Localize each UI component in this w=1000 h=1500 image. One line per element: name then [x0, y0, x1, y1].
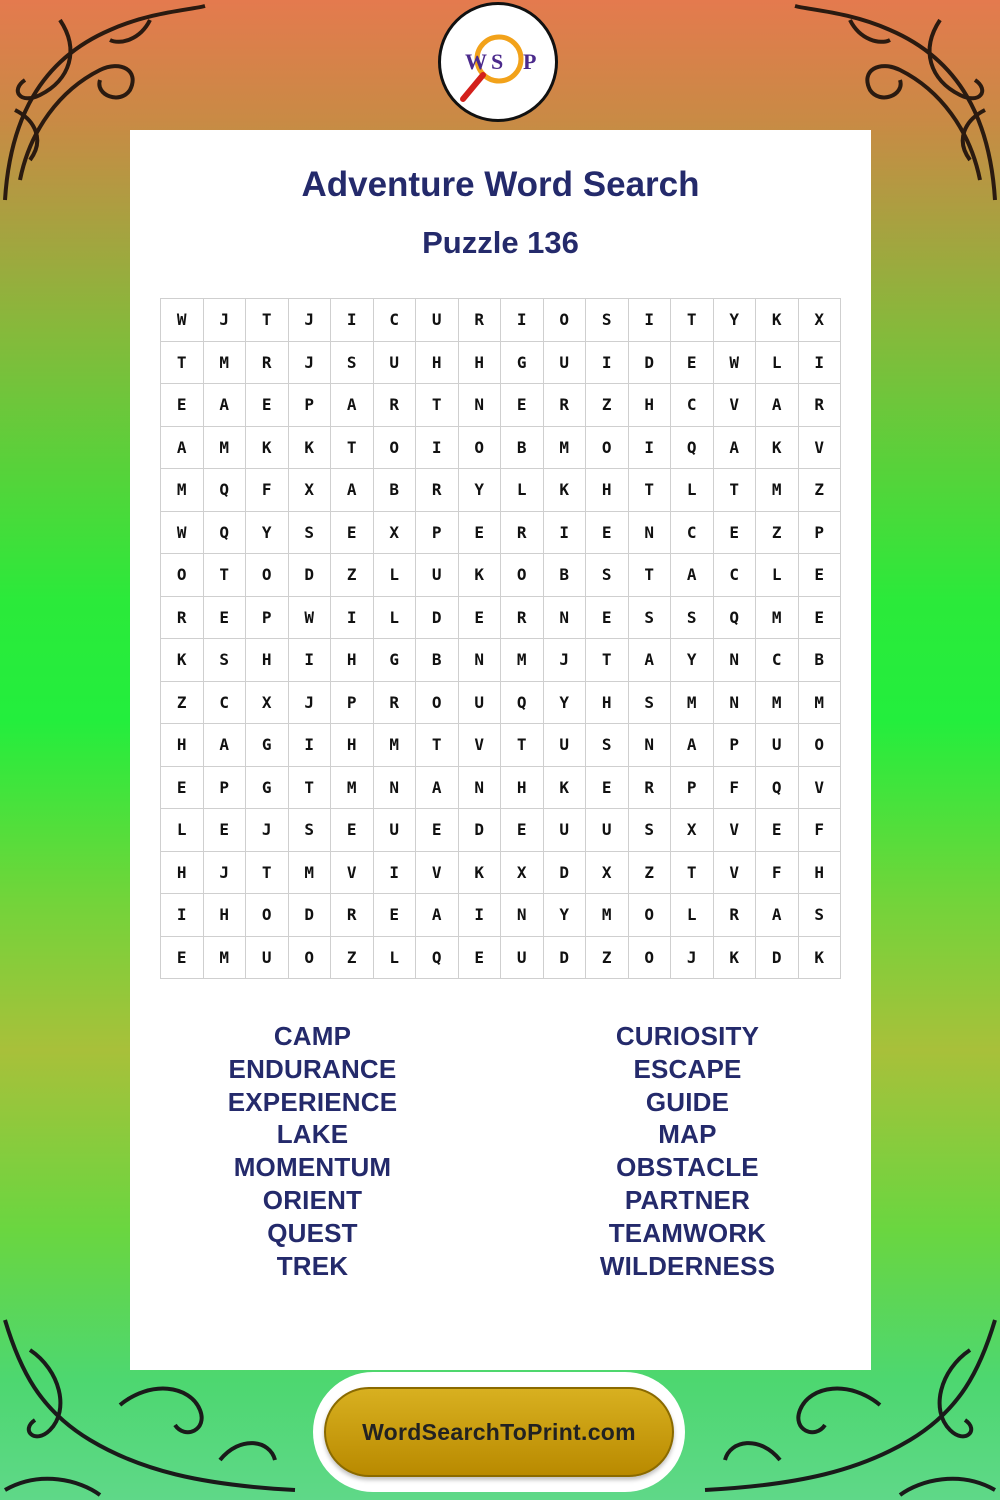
grid-cell[interactable]: R	[714, 894, 757, 937]
grid-cell[interactable]: M	[331, 767, 374, 810]
grid-cell[interactable]: Q	[501, 682, 544, 725]
grid-cell[interactable]: P	[204, 767, 247, 810]
grid-cell[interactable]: S	[331, 342, 374, 385]
grid-cell[interactable]: N	[629, 724, 672, 767]
logo-letter-s: S	[491, 49, 504, 74]
grid-cell[interactable]: Z	[756, 512, 799, 555]
grid-cell[interactable]: U	[756, 724, 799, 767]
grid-cell[interactable]: N	[501, 894, 544, 937]
grid-cell[interactable]: D	[289, 554, 332, 597]
grid-cell[interactable]: I	[544, 512, 587, 555]
grid-cell[interactable]: L	[671, 894, 714, 937]
grid-cell[interactable]: P	[671, 767, 714, 810]
grid-cell[interactable]: C	[671, 384, 714, 427]
word-item: GUIDE	[645, 1086, 730, 1117]
grid-cell[interactable]: C	[671, 512, 714, 555]
grid-cell[interactable]: O	[416, 682, 459, 725]
grid-cell[interactable]: Z	[586, 384, 629, 427]
grid-cell[interactable]: H	[799, 852, 842, 895]
grid-cell[interactable]: C	[204, 682, 247, 725]
grid-cell[interactable]: E	[714, 512, 757, 555]
grid-cell[interactable]: X	[289, 469, 332, 512]
grid-cell[interactable]: H	[586, 682, 629, 725]
grid-cell[interactable]: W	[161, 299, 204, 342]
grid-cell[interactable]: T	[204, 554, 247, 597]
grid-cell[interactable]: R	[459, 299, 502, 342]
grid-cell[interactable]: G	[246, 724, 289, 767]
grid-cell[interactable]: V	[799, 767, 842, 810]
grid-cell[interactable]: K	[714, 937, 757, 980]
grid-cell[interactable]: U	[501, 937, 544, 980]
grid-cell[interactable]: M	[501, 639, 544, 682]
grid-cell[interactable]: K	[544, 469, 587, 512]
grid-cell[interactable]: U	[544, 724, 587, 767]
grid-cell[interactable]: E	[459, 512, 502, 555]
grid-cell[interactable]: J	[671, 937, 714, 980]
grid-cell[interactable]: X	[246, 682, 289, 725]
grid-cell[interactable]: O	[246, 894, 289, 937]
grid-cell[interactable]: Q	[714, 597, 757, 640]
grid-cell[interactable]: U	[416, 299, 459, 342]
logo-letter-w: W	[465, 49, 487, 74]
grid-cell[interactable]: K	[459, 554, 502, 597]
grid-cell[interactable]: E	[246, 384, 289, 427]
grid-cell[interactable]: H	[204, 894, 247, 937]
grid-cell[interactable]: E	[586, 512, 629, 555]
grid-cell[interactable]: S	[629, 597, 672, 640]
grid-cell[interactable]: L	[161, 809, 204, 852]
grid-cell[interactable]: N	[459, 384, 502, 427]
grid-cell[interactable]: M	[374, 724, 417, 767]
grid-cell[interactable]: C	[714, 554, 757, 597]
grid-cell[interactable]: R	[416, 469, 459, 512]
grid-cell[interactable]: O	[799, 724, 842, 767]
grid-cell[interactable]: U	[246, 937, 289, 980]
grid-cell[interactable]: R	[246, 342, 289, 385]
grid-cell[interactable]: Y	[459, 469, 502, 512]
grid-cell[interactable]: S	[799, 894, 842, 937]
grid-cell[interactable]: A	[331, 384, 374, 427]
grid-cell[interactable]: N	[714, 639, 757, 682]
grid-cell[interactable]: I	[629, 427, 672, 470]
grid-cell[interactable]: H	[331, 639, 374, 682]
grid-cell[interactable]: M	[204, 427, 247, 470]
grid-cell[interactable]: I	[501, 299, 544, 342]
grid-cell[interactable]: V	[331, 852, 374, 895]
grid-cell[interactable]: U	[544, 342, 587, 385]
grid-cell[interactable]: D	[459, 809, 502, 852]
grid-cell[interactable]: Y	[246, 512, 289, 555]
grid-cell[interactable]: U	[459, 682, 502, 725]
grid-cell[interactable]: O	[544, 299, 587, 342]
grid-cell[interactable]: J	[204, 852, 247, 895]
grid-cell[interactable]: T	[501, 724, 544, 767]
grid-cell[interactable]: H	[331, 724, 374, 767]
grid-cell[interactable]: E	[331, 512, 374, 555]
grid-cell[interactable]: S	[204, 639, 247, 682]
grid-cell[interactable]: P	[289, 384, 332, 427]
grid-cell[interactable]: V	[799, 427, 842, 470]
grid-cell[interactable]: K	[799, 937, 842, 980]
grid-cell[interactable]: A	[756, 384, 799, 427]
grid-cell[interactable]: L	[756, 554, 799, 597]
grid-cell[interactable]: M	[671, 682, 714, 725]
grid-cell[interactable]: X	[671, 809, 714, 852]
grid-cell[interactable]: V	[714, 384, 757, 427]
grid-cell[interactable]: R	[374, 682, 417, 725]
grid-cell[interactable]: T	[629, 469, 672, 512]
grid-cell[interactable]: H	[586, 469, 629, 512]
grid-cell[interactable]: A	[629, 639, 672, 682]
grid-cell[interactable]: A	[204, 384, 247, 427]
grid-cell[interactable]: L	[756, 342, 799, 385]
grid-cell[interactable]: T	[586, 639, 629, 682]
footer-badge	[313, 1372, 685, 1492]
grid-cell[interactable]: J	[289, 299, 332, 342]
grid-cell[interactable]: E	[416, 809, 459, 852]
grid-cell[interactable]: Z	[331, 937, 374, 980]
grid-cell[interactable]: H	[246, 639, 289, 682]
word-item: ENDURANCE	[228, 1053, 397, 1084]
word-list-left	[130, 1020, 495, 1282]
grid-cell[interactable]: H	[416, 342, 459, 385]
grid-cell[interactable]: K	[246, 427, 289, 470]
grid-cell[interactable]: T	[246, 299, 289, 342]
grid-cell[interactable]: I	[331, 299, 374, 342]
grid-cell[interactable]: Z	[586, 937, 629, 980]
grid-cell[interactable]: E	[586, 597, 629, 640]
grid-cell[interactable]: Q	[671, 427, 714, 470]
word-list-right	[505, 1020, 870, 1282]
grid-cell[interactable]: T	[629, 554, 672, 597]
puzzle-title: Adventure Word Search	[301, 165, 700, 204]
grid-cell[interactable]: T	[161, 342, 204, 385]
grid-cell[interactable]: S	[586, 299, 629, 342]
grid-cell[interactable]: P	[416, 512, 459, 555]
grid-cell[interactable]: G	[374, 639, 417, 682]
grid-cell[interactable]: V	[714, 852, 757, 895]
grid-cell[interactable]: W	[714, 342, 757, 385]
grid-cell[interactable]: M	[204, 937, 247, 980]
grid-cell[interactable]: A	[204, 724, 247, 767]
grid-cell[interactable]: A	[756, 894, 799, 937]
grid-cell[interactable]: G	[246, 767, 289, 810]
grid-cell[interactable]: J	[289, 682, 332, 725]
grid-cell[interactable]: U	[416, 554, 459, 597]
grid-cell[interactable]: K	[544, 767, 587, 810]
grid-cell[interactable]: T	[246, 852, 289, 895]
grid-cell[interactable]: B	[374, 469, 417, 512]
grid-cell[interactable]: M	[161, 469, 204, 512]
grid-cell[interactable]: O	[629, 937, 672, 980]
word-item: PARTNER	[624, 1184, 751, 1215]
logo-letter-p: P	[523, 49, 537, 74]
grid-cell[interactable]: M	[799, 682, 842, 725]
grid-cell[interactable]: Z	[161, 682, 204, 725]
grid-cell[interactable]: M	[756, 682, 799, 725]
grid-cell[interactable]: X	[501, 852, 544, 895]
grid-cell[interactable]: U	[586, 809, 629, 852]
grid-cell[interactable]: Q	[204, 512, 247, 555]
grid-cell[interactable]: D	[544, 852, 587, 895]
grid-cell[interactable]: U	[374, 809, 417, 852]
grid-cell[interactable]: M	[544, 427, 587, 470]
grid-cell[interactable]: S	[289, 809, 332, 852]
grid-cell[interactable]: F	[799, 809, 842, 852]
grid-cell[interactable]: H	[501, 767, 544, 810]
word-item: LAKE	[276, 1119, 349, 1150]
grid-cell[interactable]: T	[714, 469, 757, 512]
grid-cell[interactable]: E	[374, 894, 417, 937]
grid-cell[interactable]: D	[756, 937, 799, 980]
grid-cell[interactable]: X	[374, 512, 417, 555]
grid-cell[interactable]: E	[459, 937, 502, 980]
grid-cell[interactable]: E	[161, 384, 204, 427]
grid-cell[interactable]: S	[586, 554, 629, 597]
grid-cell[interactable]: T	[289, 767, 332, 810]
grid-cell[interactable]: E	[501, 809, 544, 852]
grid-cell[interactable]: O	[586, 427, 629, 470]
website-button[interactable]	[324, 1387, 674, 1477]
grid-cell[interactable]: S	[289, 512, 332, 555]
grid-cell[interactable]: D	[416, 597, 459, 640]
grid-cell[interactable]: E	[799, 597, 842, 640]
grid-cell[interactable]: L	[374, 937, 417, 980]
grid-cell[interactable]: Z	[629, 852, 672, 895]
grid-cell[interactable]: D	[289, 894, 332, 937]
grid-cell[interactable]: N	[714, 682, 757, 725]
grid-cell[interactable]: S	[629, 682, 672, 725]
grid-cell[interactable]: F	[756, 852, 799, 895]
grid-cell[interactable]: E	[756, 809, 799, 852]
grid-cell[interactable]: E	[204, 809, 247, 852]
grid-cell[interactable]: I	[459, 894, 502, 937]
grid-cell[interactable]: A	[714, 427, 757, 470]
grid-cell[interactable]: W	[161, 512, 204, 555]
word-item: WILDERNESS	[599, 1250, 776, 1281]
grid-cell[interactable]: P	[714, 724, 757, 767]
grid-cell[interactable]: V	[459, 724, 502, 767]
grid-cell[interactable]: A	[671, 724, 714, 767]
grid-cell[interactable]: N	[544, 597, 587, 640]
grid-cell[interactable]: I	[629, 299, 672, 342]
grid-cell[interactable]: J	[204, 299, 247, 342]
grid-cell[interactable]: C	[756, 639, 799, 682]
grid-cell[interactable]: W	[289, 597, 332, 640]
grid-cell[interactable]: D	[544, 937, 587, 980]
grid-cell[interactable]: I	[161, 894, 204, 937]
word-item: ORIENT	[262, 1184, 363, 1215]
grid-cell[interactable]: O	[246, 554, 289, 597]
grid-cell[interactable]: H	[459, 342, 502, 385]
grid-cell[interactable]: I	[289, 639, 332, 682]
grid-cell[interactable]: J	[246, 809, 289, 852]
word-item: TREK	[276, 1250, 349, 1281]
grid-cell[interactable]: B	[416, 639, 459, 682]
grid-cell[interactable]: R	[331, 894, 374, 937]
grid-cell[interactable]: E	[799, 554, 842, 597]
grid-cell[interactable]: L	[501, 469, 544, 512]
grid-cell[interactable]: A	[416, 894, 459, 937]
grid-cell[interactable]: I	[331, 597, 374, 640]
grid-cell[interactable]: M	[289, 852, 332, 895]
grid-cell[interactable]: U	[374, 342, 417, 385]
grid-cell[interactable]: P	[246, 597, 289, 640]
grid-cell[interactable]: S	[671, 597, 714, 640]
puzzle-sheet	[130, 130, 871, 1370]
word-item: ESCAPE	[633, 1053, 742, 1084]
grid-cell[interactable]: E	[671, 342, 714, 385]
grid-cell[interactable]: Y	[671, 639, 714, 682]
grid-cell[interactable]: P	[799, 512, 842, 555]
grid-cell[interactable]: F	[714, 767, 757, 810]
grid-cell[interactable]: K	[161, 639, 204, 682]
word-item: EXPERIENCE	[227, 1086, 398, 1117]
grid-cell[interactable]: X	[799, 299, 842, 342]
grid-cell[interactable]: L	[374, 597, 417, 640]
grid-cell[interactable]: I	[374, 852, 417, 895]
grid-cell[interactable]: P	[331, 682, 374, 725]
grid-cell[interactable]: E	[459, 597, 502, 640]
grid-cell[interactable]: H	[629, 384, 672, 427]
grid-cell[interactable]: M	[204, 342, 247, 385]
word-item: MOMENTUM	[233, 1152, 392, 1183]
grid-cell[interactable]: M	[756, 597, 799, 640]
grid-cell[interactable]: O	[374, 427, 417, 470]
grid-cell[interactable]: R	[629, 767, 672, 810]
grid-cell[interactable]: N	[374, 767, 417, 810]
grid-cell[interactable]: L	[374, 554, 417, 597]
grid-cell[interactable]: R	[374, 384, 417, 427]
word-item: MAP	[658, 1119, 717, 1150]
grid-cell[interactable]: G	[501, 342, 544, 385]
grid-cell[interactable]: M	[756, 469, 799, 512]
grid-cell[interactable]: O	[289, 937, 332, 980]
grid-cell[interactable]: A	[161, 427, 204, 470]
grid-cell[interactable]: I	[799, 342, 842, 385]
grid-cell[interactable]: S	[629, 809, 672, 852]
grid-cell[interactable]: N	[629, 512, 672, 555]
grid-cell[interactable]: R	[544, 384, 587, 427]
magnifier-icon	[443, 7, 553, 117]
grid-cell[interactable]: K	[459, 852, 502, 895]
grid-cell[interactable]: T	[671, 299, 714, 342]
grid-cell[interactable]: Q	[416, 937, 459, 980]
grid-cell[interactable]: O	[629, 894, 672, 937]
grid-cell[interactable]: E	[204, 597, 247, 640]
grid-cell[interactable]: H	[161, 724, 204, 767]
grid-cell[interactable]: R	[501, 597, 544, 640]
grid-cell[interactable]: Y	[544, 682, 587, 725]
grid-cell[interactable]: R	[161, 597, 204, 640]
grid-cell[interactable]: R	[501, 512, 544, 555]
grid-cell[interactable]: B	[799, 639, 842, 682]
word-item: CAMP	[273, 1021, 352, 1051]
grid-cell[interactable]: A	[416, 767, 459, 810]
grid-cell[interactable]: I	[416, 427, 459, 470]
grid-cell[interactable]: R	[799, 384, 842, 427]
grid-cell[interactable]: T	[331, 427, 374, 470]
word-item: CURIOSITY	[615, 1021, 760, 1051]
website-link[interactable]: WordSearchToPrint.com	[362, 1418, 636, 1445]
grid-cell[interactable]: T	[671, 852, 714, 895]
grid-cell[interactable]: E	[331, 809, 374, 852]
grid-cell[interactable]: Z	[799, 469, 842, 512]
grid-cell[interactable]: E	[161, 767, 204, 810]
grid-cell[interactable]: O	[161, 554, 204, 597]
wsp-logo[interactable]	[438, 2, 558, 122]
puzzle-number: Puzzle 136	[422, 225, 579, 260]
grid-cell[interactable]: O	[459, 427, 502, 470]
word-item: QUEST	[267, 1217, 358, 1248]
grid-cell[interactable]: I	[586, 342, 629, 385]
grid-cell[interactable]: F	[246, 469, 289, 512]
grid-cell[interactable]: E	[161, 937, 204, 980]
letter-grid	[160, 298, 841, 979]
grid-cell[interactable]: X	[586, 852, 629, 895]
grid-cell[interactable]: Y	[714, 299, 757, 342]
grid-cell[interactable]: Q	[204, 469, 247, 512]
word-item: OBSTACLE	[616, 1152, 759, 1183]
grid-cell[interactable]: J	[289, 342, 332, 385]
word-item: TEAMWORK	[608, 1217, 767, 1248]
grid-cell[interactable]: B	[501, 427, 544, 470]
grid-cell[interactable]: T	[416, 724, 459, 767]
grid-cell[interactable]: L	[671, 469, 714, 512]
grid-cell[interactable]: N	[459, 639, 502, 682]
grid-cell[interactable]: M	[586, 894, 629, 937]
grid-cell[interactable]: K	[756, 299, 799, 342]
grid-cell[interactable]: S	[586, 724, 629, 767]
grid-cell[interactable]: V	[416, 852, 459, 895]
grid-cell[interactable]: N	[459, 767, 502, 810]
grid-cell[interactable]: A	[671, 554, 714, 597]
grid-cell[interactable]: H	[161, 852, 204, 895]
grid-cell[interactable]: Y	[544, 894, 587, 937]
grid-cell[interactable]: U	[544, 809, 587, 852]
grid-cell[interactable]: T	[416, 384, 459, 427]
grid-cell[interactable]: D	[629, 342, 672, 385]
grid-cell[interactable]: I	[289, 724, 332, 767]
word-list	[130, 1020, 871, 1282]
grid-cell[interactable]: K	[289, 427, 332, 470]
grid-cell[interactable]: E	[586, 767, 629, 810]
grid-cell[interactable]: O	[501, 554, 544, 597]
grid-cell[interactable]: V	[714, 809, 757, 852]
grid-cell[interactable]: A	[331, 469, 374, 512]
grid-cell[interactable]: K	[756, 427, 799, 470]
grid-cell[interactable]: Q	[756, 767, 799, 810]
grid-cell[interactable]: B	[544, 554, 587, 597]
grid-cell[interactable]: E	[501, 384, 544, 427]
grid-cell[interactable]: J	[544, 639, 587, 682]
grid-cell[interactable]: Z	[331, 554, 374, 597]
grid-cell[interactable]: C	[374, 299, 417, 342]
